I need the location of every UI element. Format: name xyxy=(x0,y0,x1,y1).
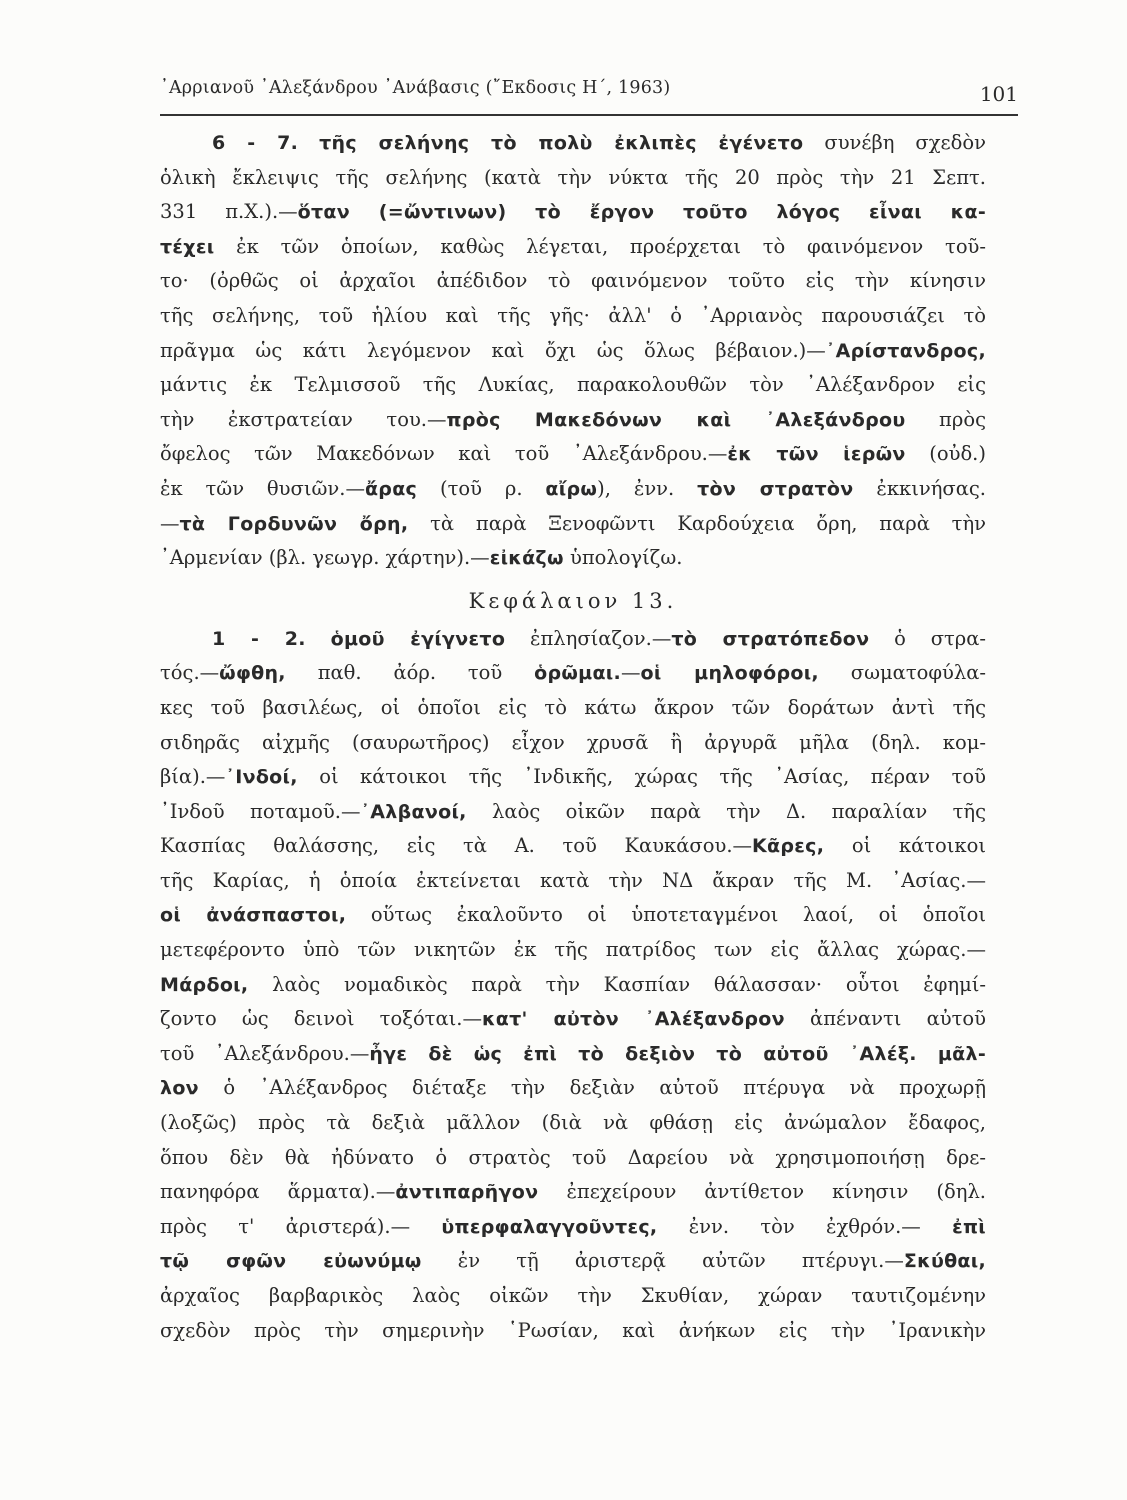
text-line: τέχει ἐκ τῶν ὁποίων, καθὼς λέγεται, προέρχεται τὸ φαινόμενον τοῦ- xyxy=(160,234,986,258)
lemma: ὁμοῦ ἐγίγνετο xyxy=(330,627,506,650)
running-title: ᾿Αρριανοῦ ᾿Αλεξάνδρου ᾿Ανάβασις (῎Εκδοσις Η΄, 1963) xyxy=(160,78,671,98)
lemma: τὸ στρατόπεδον xyxy=(671,627,870,650)
text-line: ᾿Αρμενίαν (βλ. γεωγρ. χάρτην).—εἰκάζω ὑπολογίζω. xyxy=(160,546,683,570)
lemma: οἱ ἀνάσπαστοι, xyxy=(160,904,347,927)
lemma: τὰ Γορδυνῶν ὄρη, xyxy=(179,512,409,535)
text-line: —τὰ Γορδυνῶν ὄρη, τὰ παρὰ Ξενοφῶντι Καρδούχεια ὄρη, παρὰ τὴν xyxy=(160,511,986,535)
lemma: οἱ μηλοφόροι, xyxy=(640,662,819,685)
text-line: μάντις ἐκ Τελμισσοῦ τῆς Λυκίας, παρακολουθῶν τὸν ᾿Αλέξανδρον εἰς xyxy=(160,373,986,397)
lemma: τὸν στρατὸν xyxy=(697,477,854,500)
lemma: Μάρδοι, xyxy=(160,973,249,996)
lemma: ὑπερφαλαγγοῦντες, xyxy=(441,1215,658,1238)
lemma: κατ' αὐτὸν ᾿Αλέξανδρον xyxy=(481,1008,785,1031)
lemma: ἐκ τῶν ἱερῶν xyxy=(727,443,906,466)
lemma: εἰκάζω xyxy=(489,547,564,570)
text-line: πρὸς τ' ἀριστερά).— ὑπερφαλαγγοῦντες, ἐνν. τὸν ἐχθρόν.— ἐπὶ xyxy=(160,1214,986,1238)
chapter-heading: Κεφάλαιον 13. xyxy=(468,588,678,613)
text-line: ὄφελος τῶν Μακεδόνων καὶ τοῦ ᾿Αλεξάνδρου.—ἐκ τῶν ἱερῶν (οὐδ.) xyxy=(160,442,986,466)
lemma: λον xyxy=(160,1077,199,1100)
section-reference: 6 - 7. xyxy=(212,132,299,154)
page-header xyxy=(160,74,1018,116)
lemma: τῆς σελήνης τὸ πολὺ ἐκλιπὲς ἐγένετο xyxy=(319,132,804,154)
text-line: οἱ ἀνάσπαστοι, οὕτως ἐκαλοῦντο οἱ ὑποτεταγμένοι λαοί, οἱ ὁποῖοι xyxy=(160,903,986,927)
text-line: ἐκ τῶν θυσιῶν.—ἄρας (τοῦ ρ. αἴρω), ἐνν. τὸν στρατὸν ἐκκινήσας. xyxy=(160,476,986,500)
text-line: λον ὁ ᾿Αλέξανδρος διέταξε τὴν δεξιὰν αὐτοῦ πτέρυγα νὰ προχωρῇ xyxy=(160,1076,986,1100)
lemma: ἦγε δὲ ὡς ἐπὶ τὸ δεξιὸν τὸ αὐτοῦ ᾿Αλέξ. μᾶλ- xyxy=(369,1042,986,1065)
text-line: ὅπου δὲν θὰ ἠδύνατο ὁ στρατὸς τοῦ Δαρείου νὰ χρησιμοποιήσῃ δρε- xyxy=(160,1145,986,1169)
text-line: το· (ὀρθῶς οἱ ἀρχαῖοι ἀπέδιδον τὸ φαινόμενον τοῦτο εἰς τὴν κίνησιν xyxy=(160,269,986,293)
text-line: τὴν ἐκστρατείαν του.—πρὸς Μακεδόνων καὶ ᾿Αλεξάνδρου πρὸς xyxy=(160,407,986,431)
lemma: ὁρῶμαι. xyxy=(534,662,622,685)
text-line: 331 π.Χ.).—ὅταν (=ὤντινων) τὸ ἔργον τοῦτο λόγος εἶναι κα- xyxy=(160,200,986,224)
lemma: ὤφθη, xyxy=(219,662,286,685)
text-line: ἀρχαῖος βαρβαρικὸς λαὸς οἰκῶν τὴν Σκυθίαν, χώραν ταυτιζομένην xyxy=(160,1284,986,1307)
lemma: ὅταν (=ὤντινων) τὸ ἔργον τοῦτο λόγος εἶναι κα- xyxy=(297,201,986,224)
text-line: ὁλικὴ ἔκλειψις τῆς σελήνης (κατὰ τὴν νύκτα τῆς 20 πρὸς τὴν 21 Σεπτ. xyxy=(160,165,986,189)
text-line: τοῦ ᾿Αλεξάνδρου.—ἦγε δὲ ὡς ἐπὶ τὸ δεξιὸν τὸ αὐτοῦ ᾿Αλέξ. μᾶλ- xyxy=(160,1041,986,1065)
text-line: ᾿Ινδοῦ ποταμοῦ.—᾿Αλβανοί, λαὸς οἰκῶν παρὰ τὴν Δ. παραλίαν τῆς xyxy=(160,799,986,823)
lemma: τῷ σφῶν εὐωνύμῳ xyxy=(160,1250,422,1273)
text-line: βία).—᾿Ινδοί, οἱ κάτοικοι τῆς ᾿Ινδικῆς, χώρας τῆς ᾿Ασίας, πέραν τοῦ xyxy=(160,765,986,789)
text-line: τῆς Καρίας, ἡ ὁποία ἐκτείνεται κατὰ τὴν ΝΔ ἄκραν τῆς Μ. ᾿Ασίας.— xyxy=(160,868,986,892)
text-line: Μάρδοι, λαὸς νομαδικὸς παρὰ τὴν Κασπίαν θάλασσαν· οὗτοι ἐφημί- xyxy=(160,972,986,996)
lemma: Κᾶρες, xyxy=(752,835,825,858)
text-line: τῆς σελήνης, τοῦ ἡλίου καὶ τῆς γῆς· ἀλλ' ὁ ᾿Αρριανὸς παρουσιάζει τὸ xyxy=(160,303,986,327)
text-line: σιδηρᾶς αἰχμῆς (σαυρωτῆρος) εἶχον χρυσᾶ ἢ ἀργυρᾶ μῆλα (δηλ. κομ- xyxy=(160,730,986,754)
text-line: Κασπίας θαλάσσης, εἰς τὰ Α. τοῦ Καυκάσου.—Κᾶρες, οἱ κάτοικοι xyxy=(160,834,986,858)
commentary-body xyxy=(160,126,986,1348)
lemma: αἴρω xyxy=(545,477,598,500)
text-line: 6 - 7. τῆς σελήνης τὸ πολὺ ἐκλιπὲς ἐγένετο συνέβη σχεδὸν xyxy=(212,131,986,154)
lemma: ᾿Αρίστανδρος, xyxy=(825,339,986,362)
lemma: ἄρας xyxy=(364,477,418,500)
text-line: σχεδὸν πρὸς τὴν σημερινὴν ῾Ρωσίαν, καὶ ἀνήκων εἰς τὴν ᾿Ιρανικὴν xyxy=(160,1318,986,1342)
section-reference: 1 - 2. xyxy=(212,627,306,650)
lemma: τέχει xyxy=(160,235,215,258)
lemma: ᾿Ινδοί, xyxy=(225,766,298,789)
text-line: τῷ σφῶν εὐωνύμῳ ἐν τῇ ἀριστερᾷ αὐτῶν πτέρυγι.—Σκύθαι, xyxy=(160,1249,986,1273)
lemma: πρὸς Μακεδόνων καὶ ᾿Αλεξάνδρου xyxy=(446,408,906,431)
text-line: μετεφέροντο ὑπὸ τῶν νικητῶν ἐκ τῆς πατρίδος των εἰς ἄλλας χώρας.— xyxy=(160,938,986,962)
lemma: ἀντιπαρῆγον xyxy=(395,1181,539,1204)
text-line: κες τοῦ βασιλέως, οἱ ὁποῖοι εἰς τὸ κάτω ἄκρον τῶν δοράτων ἀντὶ τῆς xyxy=(160,695,986,719)
text-line: πρᾶγμα ὡς κάτι λεγόμενον καὶ ὄχι ὡς ὅλως βέβαιον.)—᾿Αρίστανδρος, xyxy=(160,338,986,362)
text-line: πανηφόρα ἅρματα).—ἀντιπαρῆγον ἐπεχείρουν ἀντίθετον κίνησιν (δηλ. xyxy=(160,1180,986,1204)
lemma: ἐπὶ xyxy=(952,1215,986,1238)
text-line: ζοντο ὡς δεινοὶ τοξόται.—κατ' αὐτὸν ᾿Αλέξανδρον ἀπέναντι αὐτοῦ xyxy=(160,1007,986,1031)
lemma: Σκύθαι, xyxy=(903,1250,986,1273)
text-line: 1 - 2. ὁμοῦ ἐγίγνετο ἐπλησίαζον.—τὸ στρατόπεδον ὁ στρα- xyxy=(212,626,986,650)
lemma: ᾿Αλβανοί, xyxy=(360,800,467,823)
page-number: 101 xyxy=(979,82,1018,106)
text-line: (λοξῶς) πρὸς τὰ δεξιὰ μᾶλλον (διὰ νὰ φθάσῃ εἰς ἀνώμαλον ἔδαφος, xyxy=(160,1111,986,1135)
text-line: τός.—ὤφθη, παθ. ἀόρ. τοῦ ὁρῶμαι.—οἱ μηλοφόροι, σωματοφύλα- xyxy=(160,661,986,685)
